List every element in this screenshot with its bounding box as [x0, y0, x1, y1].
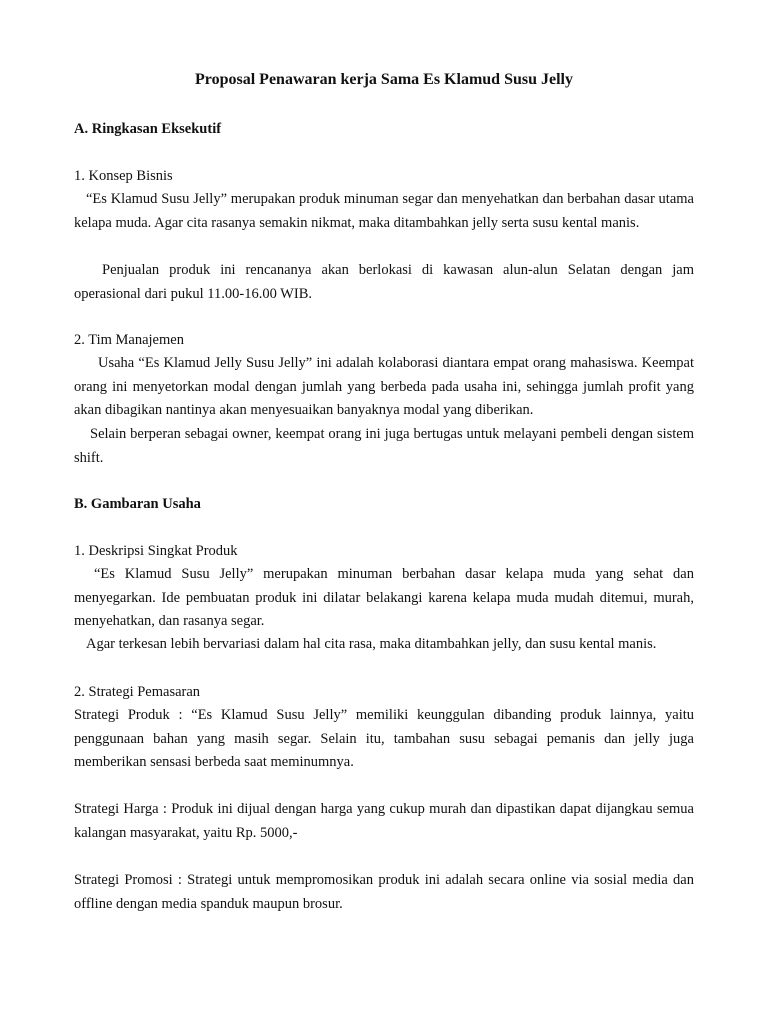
- section-a-heading: A. Ringkasan Eksekutif: [74, 121, 222, 137]
- strategi-harga-paragraph: Strategi Harga : Produk ini dijual dengan harga yang cukup murah dan dipastikan dapat dijangkau semua kalangan masyarakat, yaitu Rp. 5000,-: [74, 801, 694, 841]
- section-b-heading: B. Gambaran Usaha: [74, 496, 201, 512]
- tim-manajemen-heading: 2. Tim Manajemen: [74, 332, 184, 348]
- strategi-pemasaran-heading: 2. Strategi Pemasaran: [74, 684, 201, 700]
- deskripsi-produk-paragraph-2: Agar terkesan lebih bervariasi dalam hal cita rasa, maka ditambahkan jelly, dan susu kental manis.: [86, 636, 657, 652]
- deskripsi-produk-heading: 1. Deskripsi Singkat Produk: [74, 543, 238, 559]
- tim-manajemen-paragraph-1: Usaha “Es Klamud Jelly Susu Jelly” ini adalah kolaborasi diantara empat orang mahasiswa. Keempat orang ini menyetorkan modal dengan jumlah yang berbeda pada usaha ini, sehingga jumlah profit yang akan dibagikan nantinya akan menyesuaikan banyaknya modal yang diberikan.: [74, 355, 694, 418]
- konsep-bisnis-paragraph-2: Penjualan produk ini rencananya akan berlokasi di kawasan alun-alun Selatan dengan jam operasional dari pukul 11.00-16.00 WIB.: [74, 262, 694, 302]
- strategi-produk-paragraph: Strategi Produk : “Es Klamud Susu Jelly” memiliki keunggulan dibanding produk lainnya, yaitu penggunaan bahan yang masih segar. Selain itu, tambahan susu sebagai pemanis dan jelly juga memberikan sensasi berbeda saat meminumnya.: [74, 707, 694, 770]
- strategi-promosi-paragraph: Strategi Promosi : Strategi untuk mempromosikan produk ini adalah secara online via sosial media dan offline dengan media spanduk maupun brosur.: [74, 872, 694, 912]
- konsep-bisnis-heading: 1. Konsep Bisnis: [74, 168, 173, 184]
- document-title: Proposal Penawaran kerja Sama Es Klamud Susu Jelly: [195, 71, 573, 88]
- deskripsi-produk-paragraph-1: “Es Klamud Susu Jelly” merupakan minuman berbahan dasar kelapa muda yang sehat dan menyegarkan. Ide pembuatan produk ini dilatar belakangi karena kelapa muda mudah ditemui, murah, menyehatkan, dan rasanya segar.: [74, 566, 694, 629]
- konsep-bisnis-paragraph-1: “Es Klamud Susu Jelly” merupakan produk minuman segar dan menyehatkan dan berbahan dasar utama kelapa muda. Agar cita rasanya semakin nikmat, maka ditambahkan jelly serta susu kental manis.: [74, 191, 694, 231]
- tim-manajemen-paragraph-2: Selain berperan sebagai owner, keempat orang ini juga bertugas untuk melayani pembeli dengan sistem shift.: [74, 426, 694, 466]
